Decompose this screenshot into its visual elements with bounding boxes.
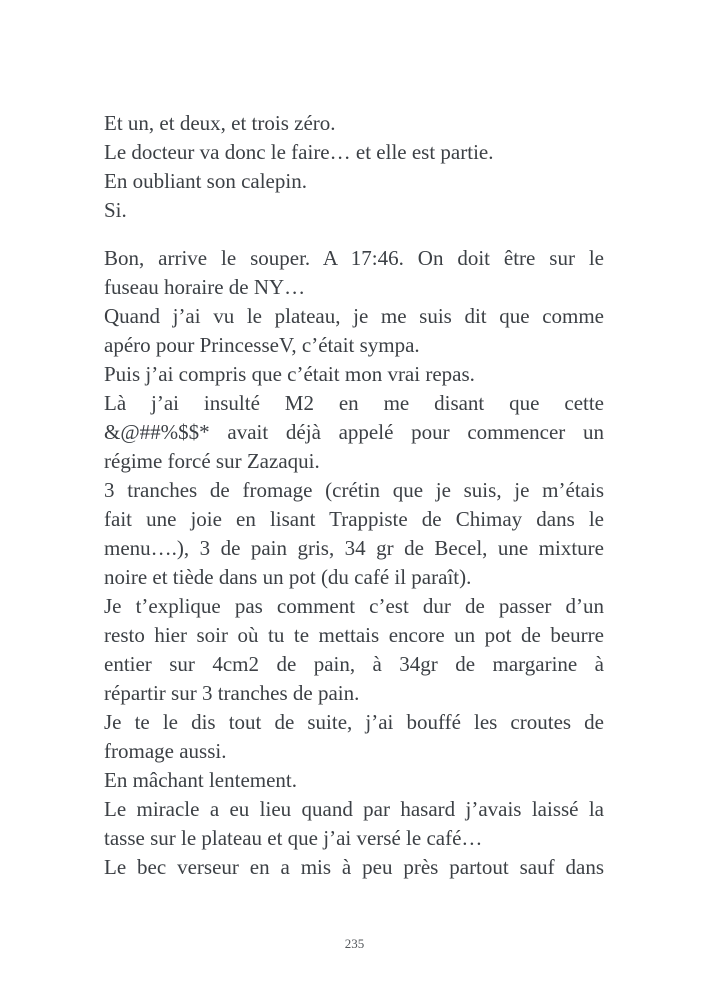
paragraph [104,795,604,853]
paragraph [104,853,604,882]
paragraph [104,109,604,138]
paragraph [104,360,604,389]
paragraph [104,302,604,360]
text-line: En mâchant lentement. [104,768,298,792]
page-footer [0,936,709,952]
text-line: fromage aussi. [104,739,227,763]
text-line: fait une joie en lisant Trappiste de Chimay dans le [104,507,604,531]
paragraph [104,476,604,592]
text-line: Là j’ai insulté M2 en me disant que cette [104,391,604,415]
text-line: Le miracle a eu lieu quand par hasard j’avais laissé la [104,797,604,821]
paragraph [104,244,604,302]
text-line: Quand j’ai vu le plateau, je me suis dit que comme [104,304,604,328]
text-line: resto hier soir où tu te mettais encore un pot de beurre [104,623,604,647]
text-line: répartir sur 3 tranches de pain. [104,681,360,705]
paragraph [104,167,604,196]
text-block-souper [104,244,604,882]
paragraph [104,138,604,167]
text-line: Si. [104,198,127,222]
text-line: menu….), 3 de pain gris, 34 gr de Becel, une mixture [104,536,604,560]
text-line: entier sur 4cm2 de pain, à 34gr de margarine à [104,652,604,676]
paragraph [104,592,604,708]
text-line: Le bec verseur en a mis à peu près partout sauf dans [104,855,604,879]
text-line: noire et tiède dans un pot (du café il paraît). [104,565,472,589]
text-line: Et un, et deux, et trois zéro. [104,111,336,135]
paragraph [104,708,604,766]
paragraph [104,389,604,476]
text-line: En oubliant son calepin. [104,169,307,193]
text-line: Puis j’ai compris que c’était mon vrai repas. [104,362,475,386]
text-line: Le docteur va donc le faire… et elle est partie. [104,140,494,164]
page-body [104,109,604,882]
text-line: régime forcé sur Zazaqui. [104,449,320,473]
text-line: Je t’explique pas comment c’est dur de passer d’un [104,594,604,618]
text-line: apéro pour PrincesseV, c’était sympa. [104,333,420,357]
text-line: Bon, arrive le souper. A 17:46. On doit être sur le [104,246,604,270]
text-line: 3 tranches de fromage (crétin que je suis, je m’étais [104,478,604,502]
text-line: Je te le dis tout de suite, j’ai bouffé les croutes de [104,710,604,734]
paragraph [104,766,604,795]
paragraph [104,196,604,225]
text-block-opening [104,109,604,225]
text-line: tasse sur le plateau et que j’ai versé le café… [104,826,483,850]
text-line: fuseau horaire de NY… [104,275,306,299]
page-number: 235 [344,936,365,951]
text-line: &@##%$$* avait déjà appelé pour commencer un [104,420,604,444]
